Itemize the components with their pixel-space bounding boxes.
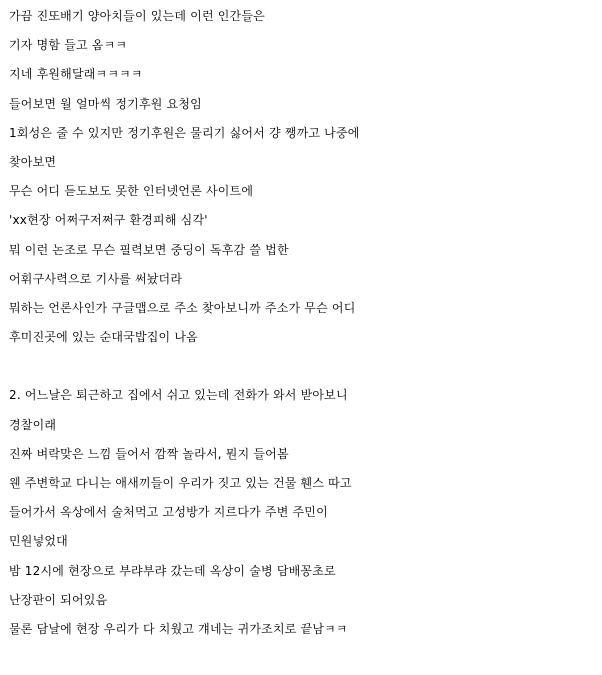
text-line: 후미진곳에 있는 순대국밥집이 나옴 (9, 330, 198, 345)
text-line: 1회성은 줄 수 있지만 정기후원은 물리기 싫어서 걍 쨍까고 나중에 (9, 125, 360, 140)
text-line: 2. 어느날은 퇴근하고 집에서 쉬고 있는데 전화가 와서 받아보니 (9, 388, 348, 403)
text-line: 뭐하는 언론사인가 구글맵으로 주소 찾아보니까 주소가 무슨 어디 (9, 300, 356, 315)
text-line: 찾아보면 (9, 154, 57, 169)
text-line: 'xx현장 어쩌구저쩌구 환경피해 심각' (9, 213, 208, 228)
blank-line (9, 352, 599, 381)
text-line: 경찰이래 (9, 417, 57, 432)
text-line: 난장판이 되어있음 (9, 592, 108, 607)
text-line: 무슨 어디 듣도보도 못한 인터넷언론 사이트에 (9, 184, 254, 199)
text-line: 진짜 벼락맞은 느낌 들어서 깜짝 놀라서, 뭔지 들어봄 (9, 446, 289, 461)
text-line: 물론 담날에 현장 우리가 다 치웠고 걔네는 귀가조치로 끝남ㅋㅋ (9, 621, 348, 636)
post-body (9, 2, 599, 644)
text-line: 웬 주변학교 다니는 애새끼들이 우리가 짓고 있는 건물 휀스 따고 (9, 476, 352, 490)
text-line: 지네 후원해달래ㅋㅋㅋㅋ (9, 67, 143, 82)
text-line: 뭐 이런 논조로 무슨 필력보면 중딩이 독후감 쓸 법한 (9, 242, 289, 257)
text-line: 민원넣었대 (9, 534, 68, 549)
text-line: 기자 명함 들고 옴ㅋㅋ (9, 38, 128, 53)
text-line: 들어가서 옥상에서 술처먹고 고성방가 지르다가 주변 주민이 (9, 505, 328, 520)
text-line: 어휘구사력으로 기사를 써놨더라 (9, 271, 183, 286)
text-line: 가끔 진또배기 양아치들이 있는데 이런 인간들은 (9, 9, 265, 23)
text-line: 들어보면 월 얼마씩 정기후원 요청임 (9, 96, 202, 111)
text-line: 밤 12시에 현장으로 부랴부랴 갔는데 옥상이 술병 담배꽁초로 (9, 563, 336, 578)
